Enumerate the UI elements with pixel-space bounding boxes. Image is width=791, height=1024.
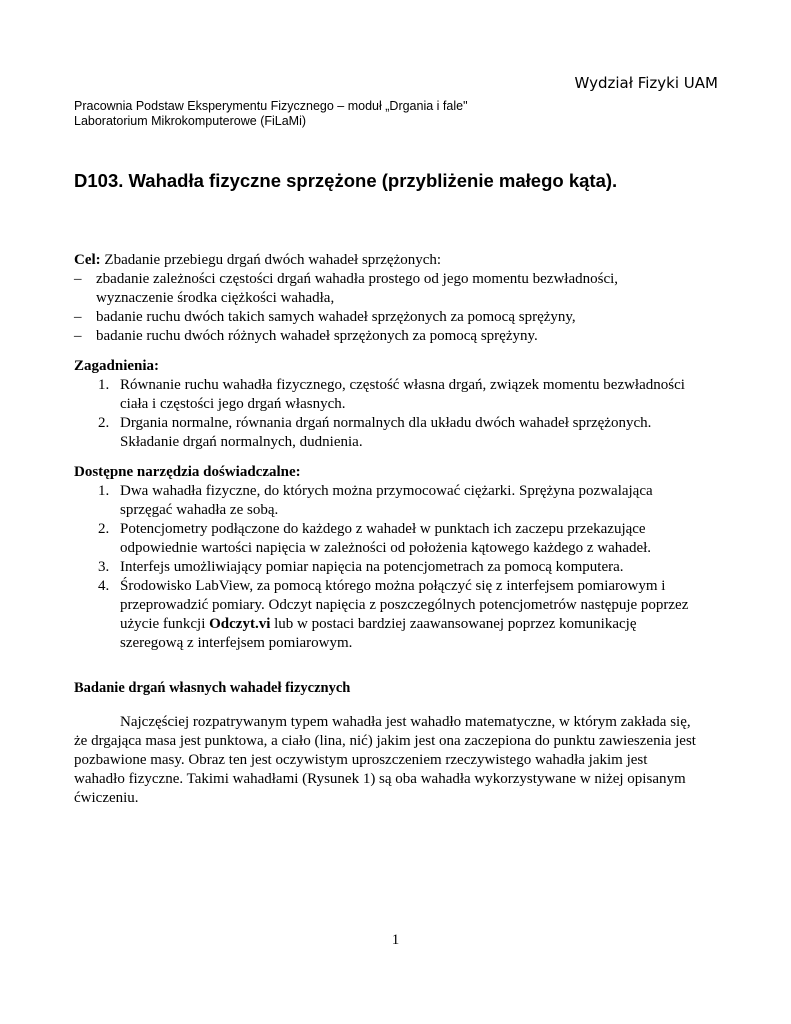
page-number: 1 [391,932,400,948]
tool-item [74,520,734,558]
department-name: Wydział Fizyki UAM [574,74,718,92]
goal-intro [74,251,734,270]
paragraph-line: że drgająca masa jest punktowa, a ciało (lina, nić) jakim jest ona zaczepiona do punktu zawieszenia jest [74,733,696,749]
tool-text: lub w postaci bardziej zaawansowanej poprzez komunikację [270,616,637,632]
document-title: D103. Wahadła fizyczne sprzężone (przybliżenie małego kąta). [74,170,618,191]
goal-text: Zbadanie przebiegu drgań dwóch wahadeł sprzężonych: [100,252,442,268]
tool-line: szeregową z interfejsem pomiarowym. [120,635,353,651]
paragraph-line: ćwiczeniu. [74,790,139,806]
goal-item-line: wyznaczenie środka ciężkości wahadła, [96,290,335,306]
section-heading: Badanie drgań własnych wahadeł fizycznych [74,680,351,696]
tool-item [74,558,734,577]
list-number: 2. [98,521,110,537]
section-paragraph [74,713,722,808]
tool-text: użycie funkcji [120,616,210,632]
tool-line: Potencjometry podłączone do każdego z wahadeł w punktach ich zaczepu przekazujące [120,521,646,537]
goal-item [74,308,734,327]
tool-line: Dwa wahadła fizyczne, do których można przymocować ciężarki. Sprężyna pozwalająca [120,483,653,499]
dash-bullet: – [74,271,82,287]
goal-item-line: badanie ruchu dwóch takich samych wahadeł sprzężonych za pomocą sprężyny, [96,309,576,325]
paragraph-line: wahadło fizyczne. Takimi wahadłami (Rysunek 1) są oba wahadła wykorzystywane w niżej opisanym [74,771,686,787]
dash-bullet: – [74,309,82,325]
paragraph-text: Najczęściej rozpatrywanym typem wahadła jest wahadło matematyczne, w którym zakłada się, [120,714,691,730]
lab-line-1: Pracownia Podstaw Eksperymentu Fizycznego – moduł „Drgania i fale" [74,99,468,113]
goal-item [74,327,734,346]
paragraph-line: pozbawione masy. Obraz ten jest oczywistym uproszczeniem rzeczywistego wahadła jakim jest [74,752,648,768]
list-number: 1. [98,483,110,499]
list-number: 3. [98,559,110,575]
issue-line: Drgania normalne, równania drgań normalnych dla układu dwóch wahadeł sprzężonych. [120,415,652,431]
list-number: 2. [98,415,110,431]
tool-line: przeprowadzić pomiary. Odczyt napięcia z poszczególnych potencjometrów następuje poprzez [120,597,689,613]
list-number: 4. [98,578,110,594]
tools-heading: Dostępne narzędzia doświadczalne: [74,464,301,480]
paragraph-line [74,713,722,732]
tool-item [74,482,734,520]
goal-section [74,251,734,346]
issue-line: ciała i częstości jego drgań własnych. [120,396,346,412]
function-name: Odczyt.vi [209,616,271,632]
list-number: 1. [98,377,110,393]
issues-heading: Zagadnienia: [74,358,160,374]
goal-item-line: zbadanie zależności częstości drgań wahadła prostego od jego momentu bezwładności, [96,271,619,287]
issue-item [74,414,734,452]
issues-section [74,357,734,452]
goal-item-line: badanie ruchu dwóch różnych wahadeł sprzężonych za pomocą sprężyny. [96,328,538,344]
tool-line: Środowisko LabView, za pomocą którego można połączyć się z interfejsem pomiarowym i [120,578,666,594]
dash-bullet: – [74,328,82,344]
issue-item [74,376,734,414]
tools-section [74,463,734,653]
tool-item [74,577,734,653]
tool-line: Interfejs umożliwiający pomiar napięcia na potencjometrach za pomocą komputera. [120,559,624,575]
tool-line [120,615,734,634]
issue-line: Równanie ruchu wahadła fizycznego, częstość własna drgań, związek momentu bezwładności [120,377,685,393]
tool-line: sprzęgać wahadła ze sobą. [120,502,279,518]
tool-line: odpowiednie wartości napięcia w zależności od położenia kątowego każdego z wahadeł. [120,540,652,556]
issue-line: Składanie drgań normalnych, dudnienia. [120,434,363,450]
lab-line-2: Laboratorium Mikrokomputerowe (FiLaMi) [74,114,307,128]
goal-label: Cel: [74,252,101,268]
goal-item [74,270,734,308]
